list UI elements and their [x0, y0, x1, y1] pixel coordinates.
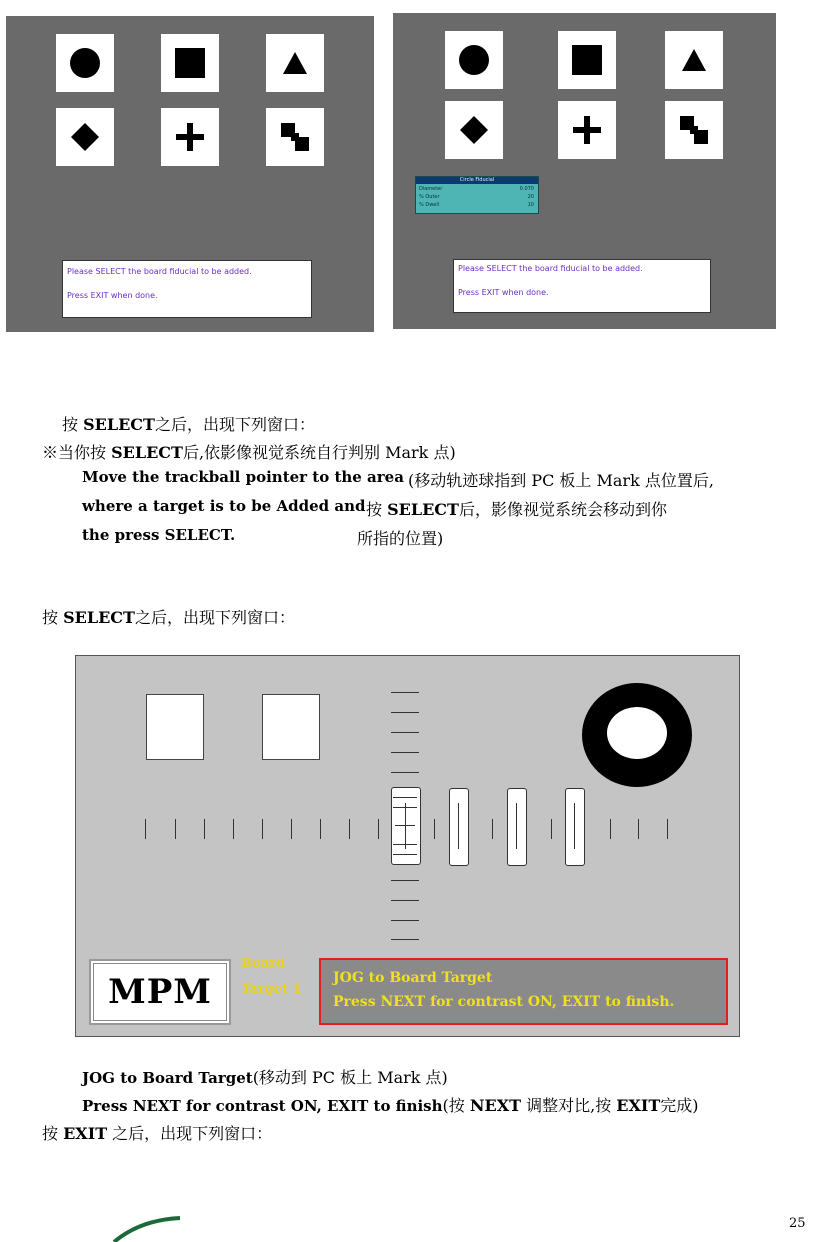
- triangle-icon: [682, 49, 706, 71]
- square-fiducial-tile[interactable]: [558, 31, 616, 89]
- circle-fiducial-tile[interactable]: [445, 31, 503, 89]
- target-pill-1: [449, 788, 469, 866]
- instruction-box: [453, 259, 711, 313]
- panel-row-diameter: [419, 186, 534, 192]
- triangle-fiducial-tile[interactable]: [266, 34, 324, 92]
- target-pill-2: [507, 788, 527, 866]
- checker-icon: [680, 116, 708, 144]
- circle-icon: [69, 47, 101, 79]
- instruction-box: [62, 260, 312, 318]
- text-seg-bold: SELECT: [83, 415, 155, 434]
- text-line-5-zh: 所指的位置): [357, 529, 444, 548]
- text-seg: 后,依影像视觉系统自行判别 Mark 点): [182, 443, 456, 462]
- footer-arc-icon: [110, 1216, 190, 1242]
- square-icon: [175, 48, 205, 78]
- text-line-2: [42, 440, 456, 463]
- mpm-logo: MPM: [89, 959, 231, 1025]
- checker-fiducial-tile[interactable]: [665, 101, 723, 159]
- text-seg: ※当你按: [42, 443, 112, 462]
- triangle-icon: [283, 52, 307, 74]
- instruction-line-1: Please SELECT the board fiducial to be added.: [67, 267, 252, 276]
- text-seg: 之后，出现下列窗口：: [107, 1124, 273, 1143]
- plus-icon: [176, 123, 204, 151]
- text-seg: 按: [42, 608, 64, 627]
- text-seg-bold: NEXT: [469, 1096, 522, 1115]
- text-line-5-en: the press SELECT.: [82, 526, 236, 544]
- instruction-line-2: Press EXIT when done.: [458, 288, 549, 297]
- diamond-icon: [71, 123, 99, 151]
- target-square-2: [262, 694, 320, 760]
- text-line-6: [42, 605, 295, 628]
- text-seg-bold: Press NEXT for contrast ON, EXIT to finish: [82, 1097, 443, 1115]
- checker-icon: [281, 123, 309, 151]
- text-seg: 完成): [660, 1096, 699, 1115]
- text-seg: (按: [442, 1096, 470, 1115]
- triangle-fiducial-tile[interactable]: [665, 31, 723, 89]
- crosshair-cursor[interactable]: [391, 787, 421, 865]
- plus-fiducial-tile[interactable]: [558, 101, 616, 159]
- circle-fiducial-tile[interactable]: [56, 34, 114, 92]
- text-seg-bold: SELECT: [111, 443, 183, 462]
- text-line-3-zh: (移动轨迹球指到 PC 板上 Mark 点位置后,: [408, 471, 714, 490]
- fiducial-select-screen-right: [393, 13, 776, 329]
- ring-target-icon: [581, 682, 693, 788]
- text-seg: (移动到 PC 板上 Mark 点): [252, 1068, 448, 1087]
- text-line-4-zh: [366, 497, 667, 520]
- fiducial-select-screen-left: [6, 16, 374, 332]
- text-seg: 调整对比,按: [521, 1096, 617, 1115]
- bottom-line-3: [42, 1121, 272, 1144]
- text-line-4-en: where a target is to be Added and: [82, 497, 366, 515]
- board-target-label-1: Board: [241, 956, 286, 971]
- text-line-3-en: Move the trackball pointer to the area: [82, 468, 404, 486]
- plus-fiducial-tile[interactable]: [161, 108, 219, 166]
- panel-title: Circle Fiducial: [416, 177, 538, 184]
- panel-row-outer: [419, 194, 534, 200]
- jog-msg-line-2: Press NEXT for contrast ON, EXIT to finish.: [333, 994, 675, 1010]
- target-square-1: [146, 694, 204, 760]
- row-value: 20: [527, 194, 534, 200]
- row-value: 0.070: [519, 186, 534, 192]
- target-pill-3: [565, 788, 585, 866]
- board-target-label-2: Target 1: [241, 982, 302, 997]
- text-seg: 后，影像视觉系统会移动到你: [458, 500, 667, 519]
- row-label: Diameter: [419, 186, 443, 192]
- diamond-icon: [460, 116, 488, 144]
- text-seg: 之后，出现下列窗口：: [134, 608, 295, 627]
- square-icon: [572, 45, 602, 75]
- page-number: 25: [789, 1216, 806, 1231]
- text-line-1: [62, 412, 315, 435]
- jog-status-message: [319, 958, 728, 1025]
- bottom-line-1: [82, 1065, 448, 1088]
- text-seg-bold: EXIT: [616, 1096, 661, 1115]
- row-label: % Dwell: [419, 202, 440, 208]
- row-value: 10: [527, 202, 534, 208]
- diamond-fiducial-tile[interactable]: [56, 108, 114, 166]
- row-label: % Outer: [419, 194, 440, 200]
- bottom-line-2: [82, 1093, 699, 1116]
- square-fiducial-tile[interactable]: [161, 34, 219, 92]
- text-seg: 按: [62, 415, 84, 434]
- text-seg-bold: SELECT: [387, 500, 459, 519]
- jog-msg-line-1: JOG to Board Target: [333, 970, 493, 986]
- circle-icon: [458, 44, 490, 76]
- plus-icon: [573, 116, 601, 144]
- text-seg-bold: JOG to Board Target: [82, 1069, 253, 1087]
- circle-fiducial-panel: [415, 176, 539, 214]
- text-seg: 之后，出现下列窗口：: [154, 415, 315, 434]
- text-seg-bold: SELECT: [63, 608, 135, 627]
- checker-fiducial-tile[interactable]: [266, 108, 324, 166]
- text-seg-bold: EXIT: [63, 1124, 108, 1143]
- diamond-fiducial-tile[interactable]: [445, 101, 503, 159]
- text-seg: 按: [42, 1124, 64, 1143]
- instruction-line-1: Please SELECT the board fiducial to be added.: [458, 264, 643, 273]
- instruction-line-2: Press EXIT when done.: [67, 291, 158, 300]
- text-seg: 按: [366, 500, 388, 519]
- jog-board-target-screen: [75, 655, 740, 1037]
- panel-row-dwell: [419, 202, 534, 208]
